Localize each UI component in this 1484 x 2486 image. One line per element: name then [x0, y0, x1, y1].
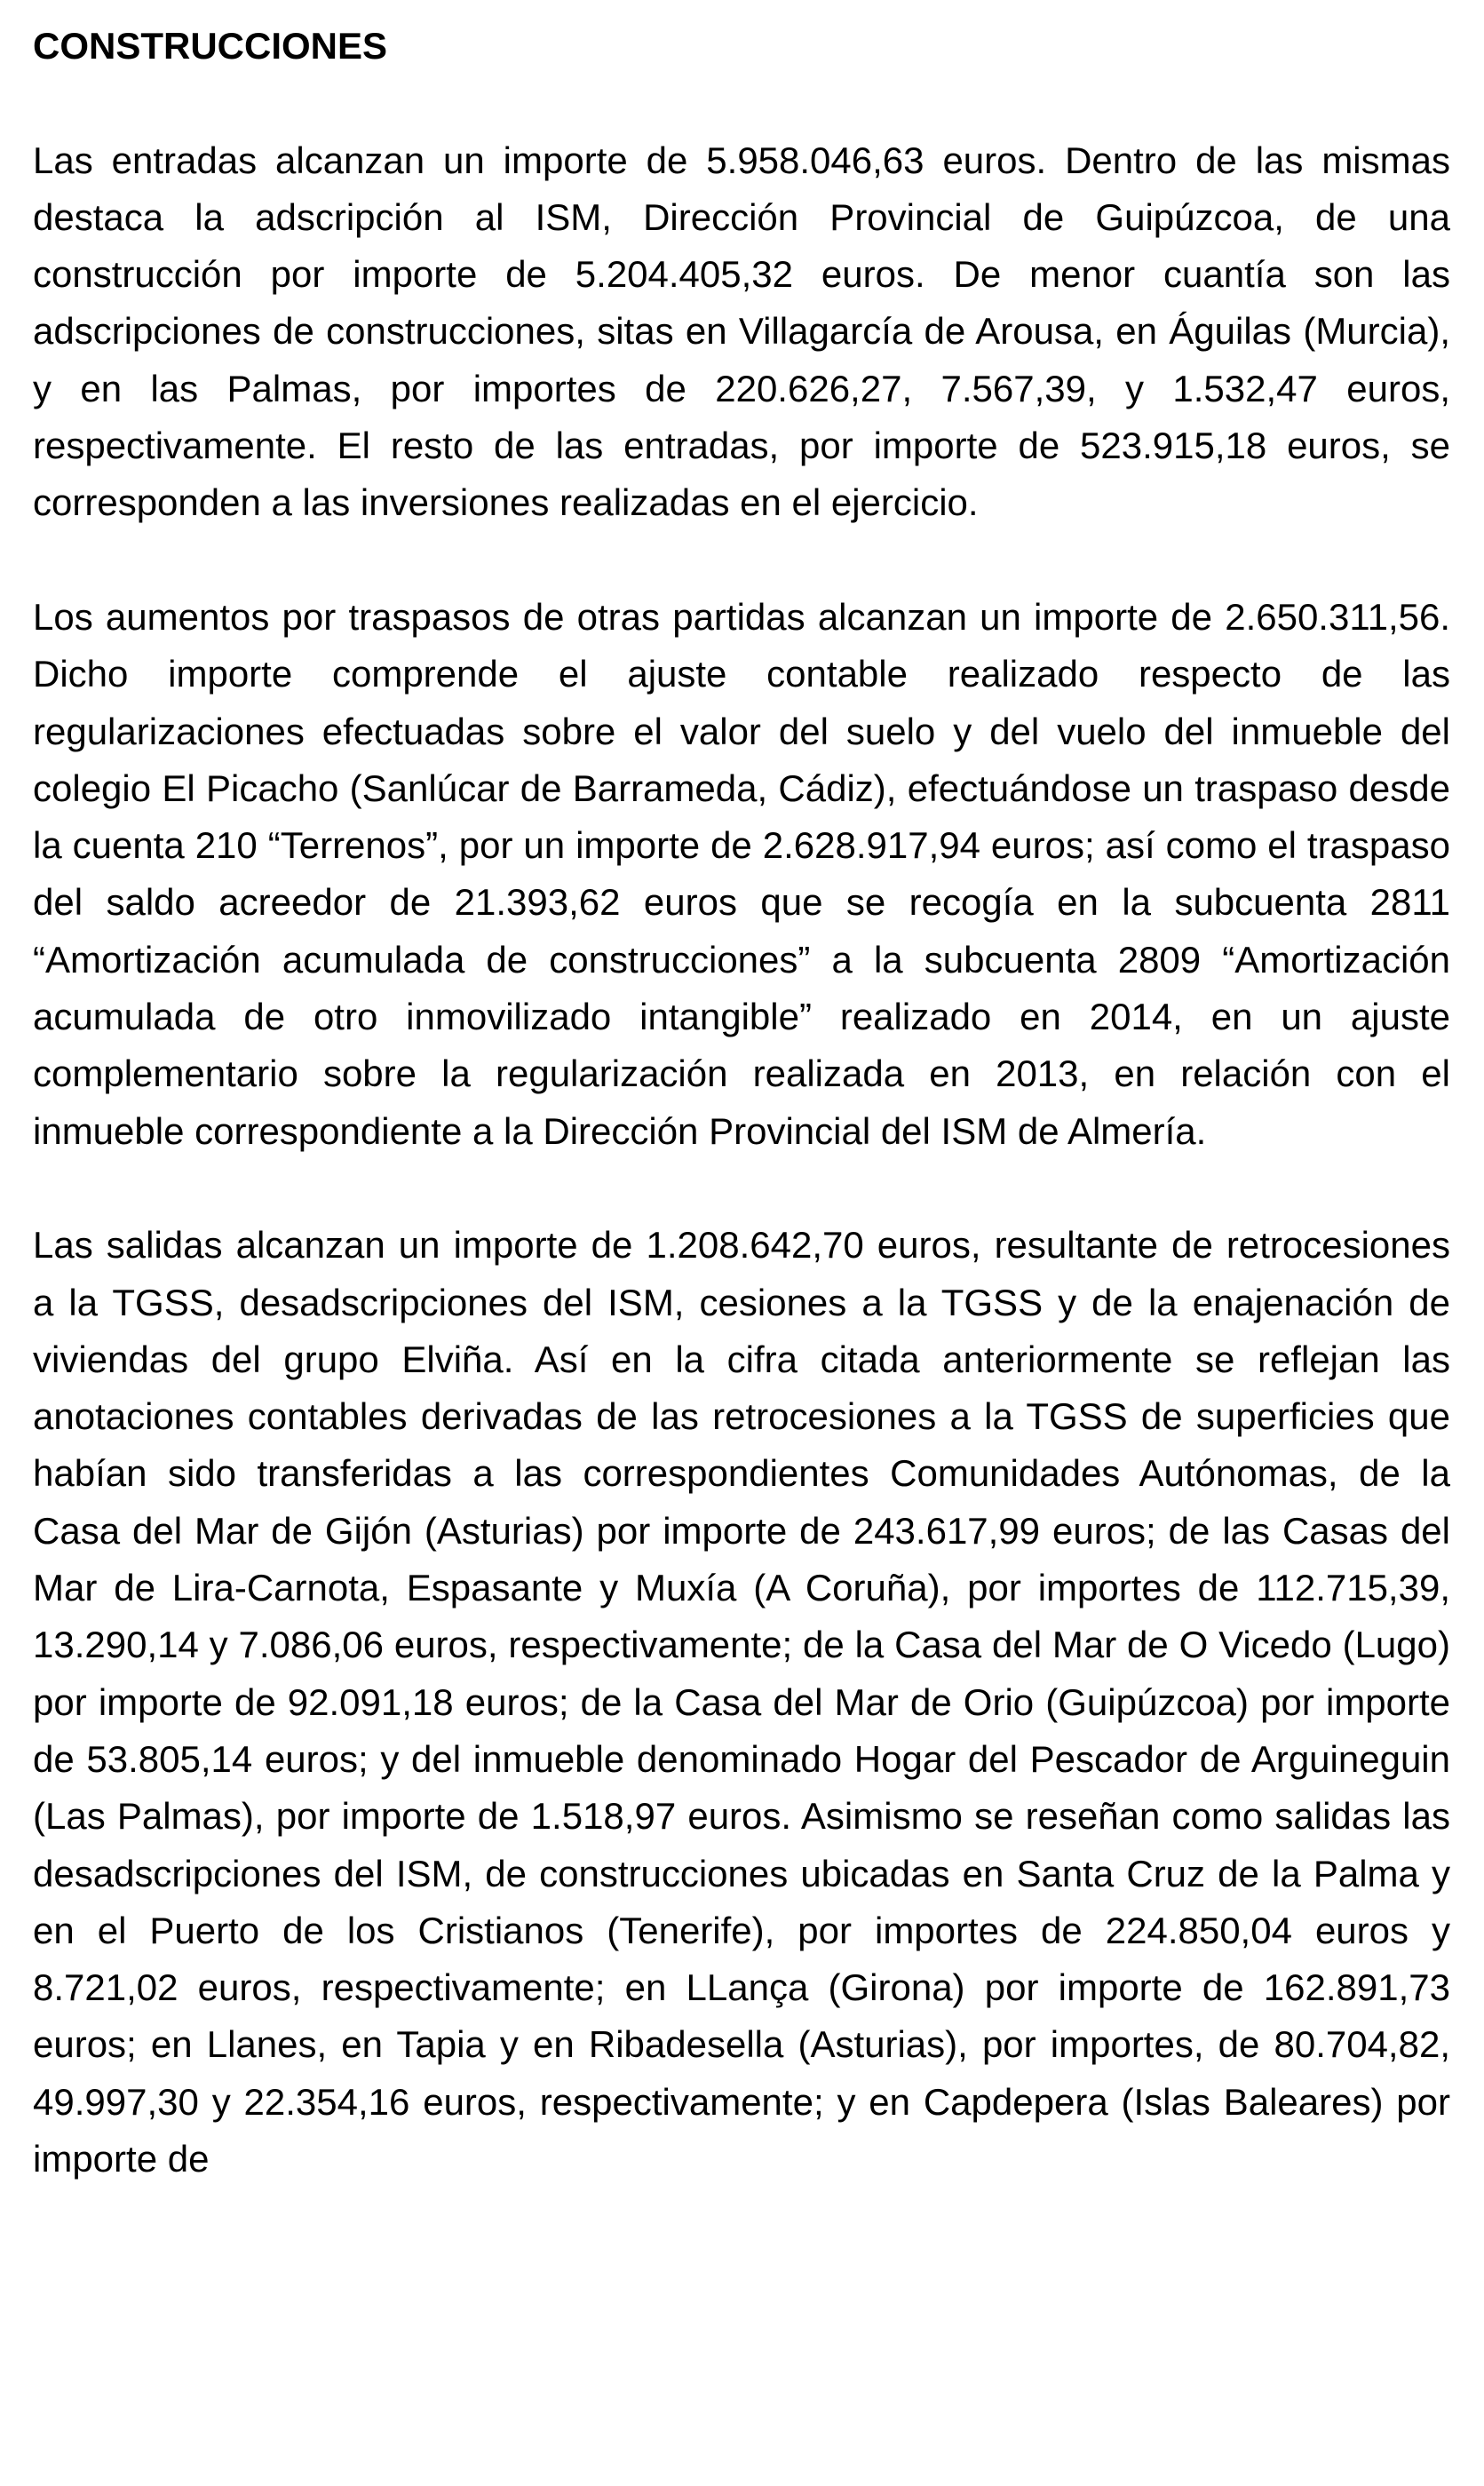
paragraph-salidas: Las salidas alcanzan un importe de 1.208.642,70 euros, resultante de retrocesiones a la TGSS, desadscripciones del ISM, cesiones a la TGSS y de la enajenación de viviendas del grupo Elviña. Así en la cifra citada anteriormente se reflejan las anotaciones contables derivadas de las retrocesiones a la TGSS de superficies que habían sido transferidas a las correspondientes Comunidades Autónomas, de la Casa del Mar de Gijón (Asturias) por importe de 243.617,99 euros; de las Casas del Mar de Lira-Carnota, Espasante y Muxía (A Coruña), por importes de 112.715,39, 13.290,14 y 7.086,06 euros, respectivamente; de la Casa del Mar de O Vicedo (Lugo) por importe de 92.091,18 euros; de la Casa del Mar de Orio (Guipúzcoa) por importe de 53.805,14 euros; y del inmueble denominado Hogar del Pescador de Arguineguin (Las Palmas), por importe de 1.518,97 euros. Asimismo se reseñan como salidas las desadscripciones del ISM, de construcciones ubicadas en Santa Cruz de la Palma y en el Puerto de los Cristianos (Tenerife), por importes de 224.850,04 euros y 8.721,02 euros, respectivamente; en LLança (Girona) por importe de 162.891,73 euros; en Llanes, en Tapia y en Ribadesella (Asturias), por importes, de 80.704,82, 49.997,30 y 22.354,16 euros, respectivamente; y en Capdepera (Islas Baleares) por importe de: [33, 1224, 1450, 2180]
document-page: [33, 18, 1450, 2188]
section-heading: CONSTRUCCIONES: [33, 25, 388, 67]
paragraph-entradas: Las entradas alcanzan un importe de 5.958.046,63 euros. Dentro de las mismas destaca la adscripción al ISM, Dirección Provincial de Guipúzcoa, de una construcción por importe de 5.204.405,32 euros. De menor cuantía son las adscripciones de construcciones, sitas en Villagarcía de Arousa, en Águilas (Murcia), y en las Palmas, por importes de 220.626,27, 7.567,39, y 1.532,47 euros, respectivamente. El resto de las entradas, por importe de 523.915,18 euros, se corresponden a las inversiones realizadas en el ejercicio.: [33, 139, 1450, 524]
paragraph-aumentos-traspasos: Los aumentos por traspasos de otras partidas alcanzan un importe de 2.650.311,56. Dicho importe comprende el ajuste contable realizado respecto de las regularizaciones efectuadas sobre el valor del suelo y del vuelo del inmueble del colegio El Picacho (Sanlúcar de Barrameda, Cádiz), efectuándose un traspaso desde la cuenta 210 “Terrenos”, por un importe de 2.628.917,94 euros; así como el traspaso del saldo acreedor de 21.393,62 euros que se recogía en la subcuenta 2811 “Amortización acumulada de construcciones” a la subcuenta 2809 “Amortización acumulada de otro inmovilizado intangible” realizado en 2014, en un ajuste complementario sobre la regularización realizada en 2013, en relación con el inmueble correspondiente a la Dirección Provincial del ISM de Almería.: [33, 595, 1450, 1152]
